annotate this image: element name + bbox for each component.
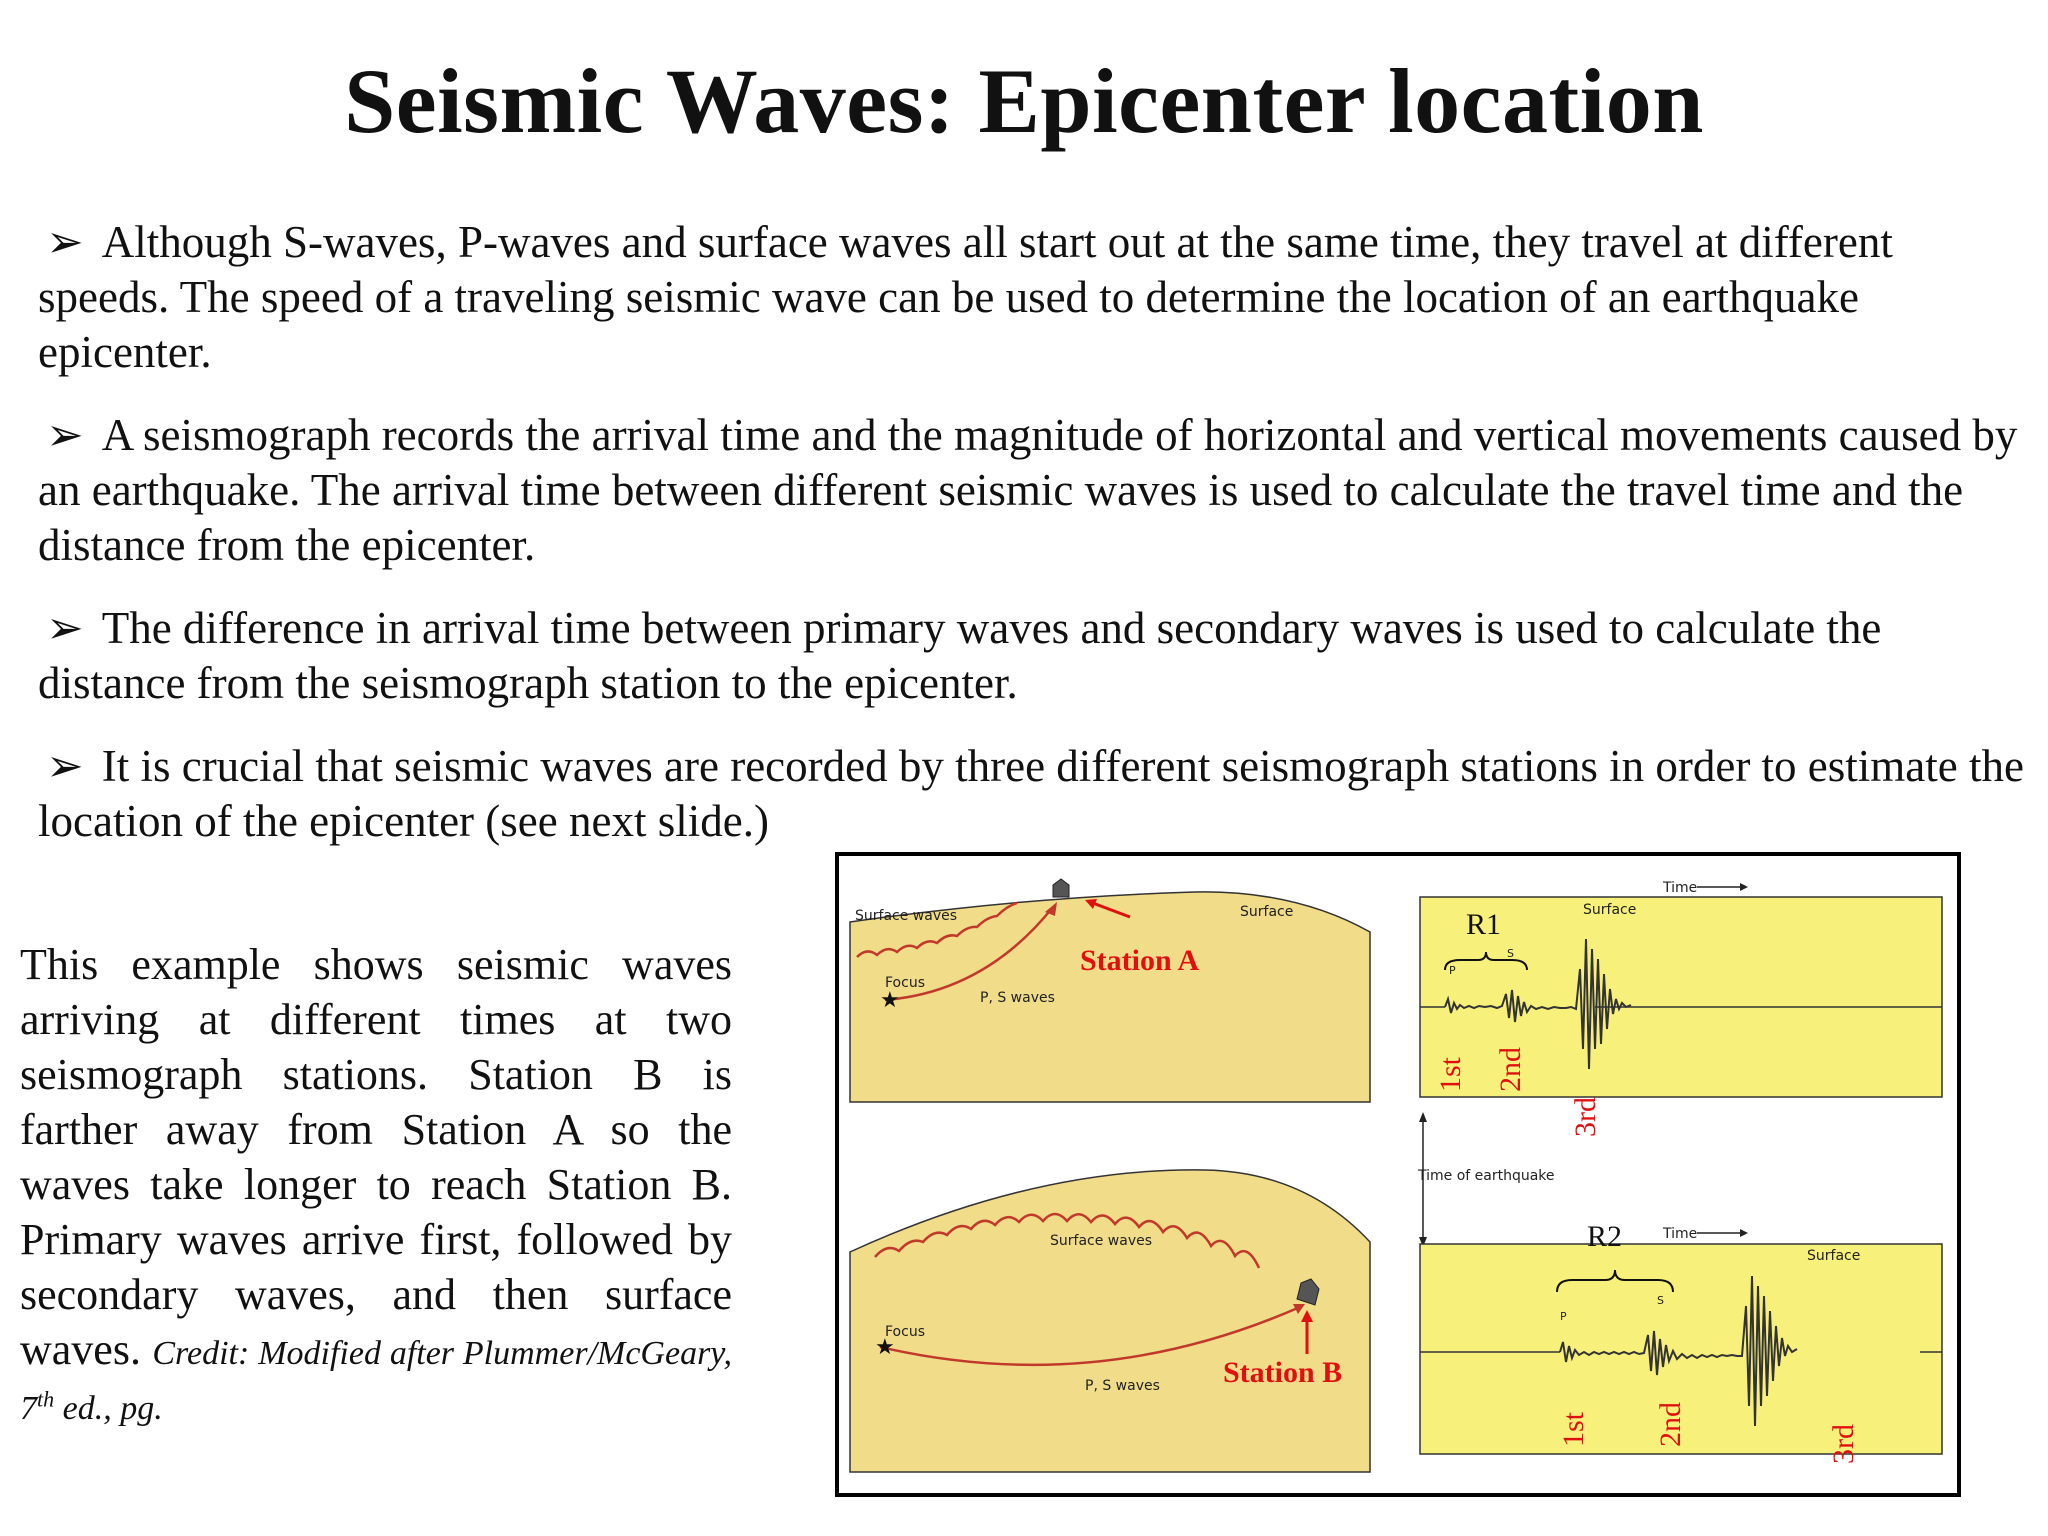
credit-text: Credit: Modified after Plummer/McGeary, 7th ed., pg. xyxy=(20,1335,733,1427)
bullet-list xyxy=(38,215,2028,877)
s-label: S xyxy=(1657,1294,1664,1307)
label-ps-waves: P, S waves xyxy=(980,990,1055,1006)
focus-star-icon: ★ xyxy=(875,1335,895,1360)
bullet-text: A seismograph records the arrival time and the magnitude of horizontal and vertical movements caused by an earthquake. The arrival time between different seismic waves is used to calculate the travel time and the distance from the epicenter. xyxy=(38,410,2018,570)
bullet-item xyxy=(38,215,2028,380)
range-label: R1 xyxy=(1466,908,1502,941)
bullet-item xyxy=(38,739,2028,849)
label-focus: Focus xyxy=(885,1324,925,1340)
arrow-bullet-icon: ➢ xyxy=(46,741,84,791)
arrival-1st: 1st xyxy=(1434,1056,1467,1092)
bullet-text: The difference in arrival time between primary waves and secondary waves is used to calculate the distance from the seismograph station to the epicenter. xyxy=(38,603,1882,708)
focus-star-icon: ★ xyxy=(880,988,900,1013)
label-surface-waves: Surface waves xyxy=(855,908,958,924)
label-surface-waves: Surface waves xyxy=(1050,1233,1153,1249)
station-b-label: Station B xyxy=(1223,1356,1343,1389)
arrow-bullet-icon: ➢ xyxy=(46,217,84,267)
surface-label: Surface xyxy=(1583,902,1637,918)
cross-section-top xyxy=(850,879,1370,1102)
bullet-item xyxy=(38,408,2028,573)
page-title: Seismic Waves: Epicenter location xyxy=(344,50,1704,152)
p-label: P xyxy=(1560,1310,1567,1323)
arrival-3rd: 3rd xyxy=(1827,1424,1860,1464)
caption-text: This example shows seismic waves arriving at different times at two seismograph stations. Station B is farther away from Station A so the waves take longer to reach Station B. Primary waves arrive first, followed by secondary waves, and then surface waves. xyxy=(20,940,732,1374)
arrival-1st: 1st xyxy=(1557,1411,1590,1447)
surface-label: Surface xyxy=(1807,1248,1861,1264)
seismic-figure xyxy=(835,852,1961,1497)
time-of-earthquake-label: Time of earthquake xyxy=(1418,1168,1555,1184)
time-label: Time xyxy=(1663,880,1698,896)
arrow-bullet-icon: ➢ xyxy=(46,603,84,653)
range-label: R2 xyxy=(1587,1220,1623,1253)
arrow-bullet-icon: ➢ xyxy=(46,410,84,460)
label-ps-waves: P, S waves xyxy=(1085,1378,1160,1394)
s-label: S xyxy=(1507,947,1514,960)
p-label: P xyxy=(1449,964,1456,977)
bullet-item xyxy=(38,601,2028,711)
arrival-2nd: 2nd xyxy=(1654,1402,1687,1447)
label-focus: Focus xyxy=(885,975,925,991)
figure-caption xyxy=(20,937,732,1432)
arrival-2nd: 2nd xyxy=(1494,1047,1527,1092)
arrival-3rd: 3rd xyxy=(1569,1097,1602,1137)
time-label: Time xyxy=(1663,1226,1698,1242)
seismogram-bottom xyxy=(1420,1220,1942,1464)
bullet-text: It is crucial that seismic waves are recorded by three different seismograph stations in order to estimate the location of the epicenter (see next slide.) xyxy=(38,741,2024,846)
label-surface: Surface xyxy=(1240,904,1294,920)
bullet-text: Although S-waves, P-waves and surface waves all start out at the same time, they travel at different speeds. The speed of a traveling seismic wave can be used to determine the location of an earthquake epicenter. xyxy=(38,217,1893,377)
station-a-label: Station A xyxy=(1080,944,1200,977)
